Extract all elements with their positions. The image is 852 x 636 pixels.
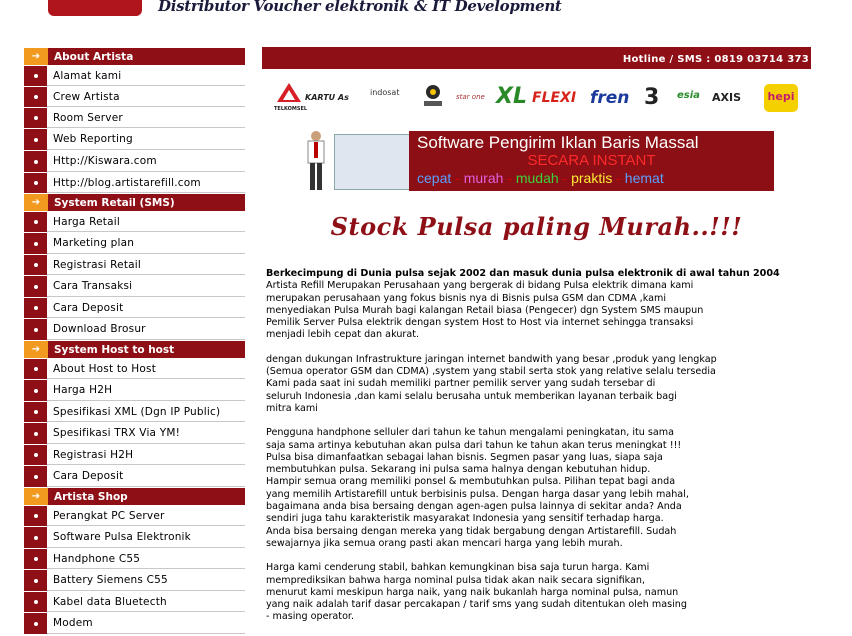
section-header-shop: [24, 488, 245, 506]
paragraph-text: Artista Refill Merupakan Perusahaan yang bergerak di bidang Pulsa elektrik dimana kami merupakan perusahaan yang fokus bisnis nya di Bisnis pulsa GSM dan CDMA ,kami menyediakan Pulsa Murah bagi kalangan Retail biasa (Pengecer) dgn System SMS maupun Pemilik Server Pulsa elektrik dengan system Host to Host via internet sehingga transaksi menjadi lebih cepat dan akurat.: [266, 280, 704, 341]
telkomsel-label: TELKOMSEL: [274, 106, 308, 112]
businessman-image: [302, 130, 330, 192]
promo-line1: Software Pengirim Iklan Baris Massal: [417, 133, 699, 152]
bullet-icon: [24, 276, 47, 297]
sidebar-link[interactable]: About Host to Host: [47, 359, 245, 379]
sidebar-link[interactable]: Http://Kiswara.com: [47, 151, 245, 172]
arrow-icon: ➔: [24, 194, 48, 211]
paragraph-text: Pengguna handphone selluler dari tahun ke tahun mengalami peningkatan, itu sama saja sama artinya kebutuhan akan pulsa dari tahun ke tahun akan terus meningkat !!! Pulsa bisa dimanfaatkan sebagai lahan bisnis. Segmen pasar yang luas, siapa saja membutuhkan pulsa. Sekarang ini pulsa sama halnya dengan kebutuhan hidup. Hampir semua orang memiliki ponsel & membutuhkan pulsa. Pilihan tepat bagi anda yang memilih Artistarefill untuk berbisinis pulsa. Dengan harga dasar yang lebih mahal, bagaimana anda bisa bersaing dengan agen-agen pulsa lainnya di sekitar anda? Anda sendiri juga tahu karakteristik masyarakat Indonesia yang sensitif terhadap harga. Anda bisa bersaing dengan mereka yang tidak bergabung dengan Artistarefill. Sudah sewajarnya jika semua orang pasti akan mencari harga yang lebih murah.: [266, 427, 689, 549]
sidebar-item-spesifikasi-xml[interactable]: [24, 402, 245, 423]
esia-logo: esia: [677, 90, 700, 101]
promo-banner[interactable]: [302, 130, 774, 192]
bullet-icon: [24, 129, 47, 150]
sidebar-link[interactable]: Modem: [47, 613, 245, 634]
xl-logo: XL: [496, 84, 527, 109]
page-headline: Stock Pulsa paling Murah..!!!: [330, 212, 743, 241]
hotline-bar: Hotline / SMS : 0819 03714 373: [262, 47, 811, 69]
sidebar-item-blog[interactable]: [24, 173, 245, 194]
sidebar-item-cara-deposit-h2h[interactable]: [24, 466, 245, 488]
bullet-icon: [24, 319, 47, 340]
im3-logo: [422, 84, 444, 110]
promo-line2: SECARA INSTANT: [527, 152, 656, 169]
promo-word: praktis: [571, 170, 613, 186]
sidebar-link[interactable]: Crew Artista: [47, 87, 245, 107]
arrow-icon: ➔: [24, 48, 48, 65]
starone-logo: star one: [456, 93, 485, 101]
bullet-icon: [24, 570, 47, 591]
section-header-retail: [24, 194, 245, 212]
sidebar-item-spesifikasi-ym[interactable]: [24, 423, 245, 445]
lead-text: Berkecimpung di Dunia pulsa sejak 2002 dan masuk dunia pulsa elektronik di awal tahun 2004: [266, 268, 780, 279]
promo-word: mudah: [515, 170, 559, 186]
bullet-icon: [24, 298, 47, 318]
paragraph-text: dengan dukungan Infrastrukture jaringan internet bandwith yang besar ,produk yang lengkap (Semua operator GSM dan CDMA) ,system yang stabil serta stok yang relative selalu tersedia Kami pada saat ini sudah memiliki partner pemilik server yang sudah tersebar di seluruh Indonesia ,dan kami selalu berusaha untuk memberikan layanan terbaik bagi mitra kami: [266, 353, 717, 414]
sidebar-item-room-server[interactable]: [24, 108, 245, 129]
sidebar-item-kabel-data[interactable]: [24, 592, 245, 613]
sidebar-link[interactable]: Spesifikasi XML (Dgn IP Public): [47, 402, 245, 422]
three-logo: 3: [644, 85, 660, 110]
sidebar-link[interactable]: Harga H2H: [47, 380, 245, 401]
promo-separator: -: [562, 170, 568, 186]
promo-word: cepat: [417, 170, 452, 186]
fren-logo: fren: [590, 88, 630, 108]
sidebar-item-battery[interactable]: [24, 570, 245, 592]
promo-word: hemat: [624, 170, 664, 186]
kartu-as-logo: KARTU As: [305, 93, 349, 102]
promo-word: murah: [463, 170, 504, 186]
sidebar-item-pc-server[interactable]: [24, 506, 245, 527]
sidebar-link[interactable]: Download Brosur: [47, 319, 245, 340]
sidebar-item-cara-transaksi[interactable]: [24, 276, 245, 298]
sidebar-item-web-reporting[interactable]: [24, 129, 245, 151]
sidebar-item-modem[interactable]: [24, 613, 245, 635]
sidebar-item-marketing[interactable]: [24, 233, 245, 255]
sidebar-link[interactable]: Cara Deposit: [47, 298, 245, 318]
sidebar-item-harga-retail[interactable]: [24, 212, 245, 233]
sidebar-link[interactable]: Software Pulsa Elektronik: [47, 527, 245, 548]
sidebar-link[interactable]: Alamat kami: [47, 66, 245, 86]
indosat-logo: indosat: [370, 88, 400, 97]
sidebar-item-download-brosur[interactable]: [24, 319, 245, 341]
section-title: About Artista: [54, 50, 134, 63]
bullet-icon: [24, 527, 47, 548]
sidebar-link[interactable]: Harga Retail: [47, 212, 245, 232]
flexi-logo: FLEXI: [532, 90, 577, 106]
bullet-icon: [24, 592, 47, 612]
sidebar-link[interactable]: Handphone C55: [47, 549, 245, 569]
paragraph-text: Harga kami cenderung stabil, bahkan kemungkinan bisa saja turun harga. Kami memprediksikan bahwa harga nominal pulsa tidak akan naik secara signifikan, menurut kami meskipun harga naik, yang naik bukanlah harga nominal pulsa, namun yang naik adalah tarif dasar percakapan / tarif sms yang sudah ditentukan oleh masing - masing operator.: [266, 562, 687, 623]
bullet-icon: [24, 173, 47, 193]
bullet-icon: [24, 108, 47, 128]
sidebar-item-registrasi-h2h[interactable]: [24, 445, 245, 466]
sidebar-link[interactable]: Web Reporting: [47, 129, 245, 150]
bullet-icon: [24, 445, 47, 465]
main-content: [266, 268, 806, 636]
bullet-icon: [24, 255, 47, 275]
header-tagline: Distributor Voucher elektronik & IT Development: [158, 0, 562, 15]
bullet-icon: [24, 233, 47, 254]
sidebar-link[interactable]: Registrasi Retail: [47, 255, 245, 275]
bullet-icon: [24, 212, 47, 232]
promo-separator: -: [455, 170, 460, 186]
operator-logos: [272, 80, 802, 120]
bullet-icon: [24, 506, 47, 526]
sidebar-menu: [24, 48, 245, 635]
bullet-icon: [24, 359, 47, 379]
section-title: Artista Shop: [54, 490, 128, 503]
bullet-icon: [24, 151, 47, 172]
sidebar-item-cara-deposit-retail[interactable]: [24, 298, 245, 319]
bullet-icon: [24, 466, 47, 487]
sidebar-item-alamat[interactable]: [24, 66, 245, 87]
bullet-icon: [24, 66, 47, 86]
bullet-icon: [24, 87, 47, 107]
sidebar-item-registrasi-retail[interactable]: [24, 255, 245, 276]
sidebar-item-handphone[interactable]: [24, 549, 245, 570]
section-title: System Host to host: [54, 343, 175, 356]
sidebar-link[interactable]: Marketing plan: [47, 233, 245, 254]
section-header-about: [24, 48, 245, 66]
sidebar-item-software-pulsa[interactable]: [24, 527, 245, 549]
sidebar-link[interactable]: Cara Transaksi: [47, 276, 245, 297]
bullet-icon: [24, 380, 47, 401]
sidebar-item-kiswara[interactable]: [24, 151, 245, 173]
software-screenshot: [334, 134, 410, 190]
hepi-logo: hepi: [764, 84, 798, 112]
artista-logo[interactable]: [48, 0, 142, 16]
sidebar-link[interactable]: Registrasi H2H: [47, 445, 245, 465]
sidebar-link[interactable]: Http://blog.artistarefill.com: [47, 173, 245, 193]
sidebar-link[interactable]: Battery Siemens C55: [47, 570, 245, 591]
sidebar-link[interactable]: Cara Deposit: [47, 466, 245, 487]
sidebar-link[interactable]: Spesifikasi TRX Via YM!: [47, 423, 245, 444]
promo-line3: [417, 170, 664, 186]
arrow-icon: ➔: [24, 488, 48, 505]
bullet-icon: [24, 549, 47, 569]
paragraph-intro: [266, 268, 806, 342]
sidebar-link[interactable]: Kabel data Bluetecth: [47, 592, 245, 612]
promo-separator: -: [616, 170, 621, 186]
section-title: System Retail (SMS): [54, 196, 175, 209]
arrow-icon: ➔: [24, 341, 48, 358]
telkomsel-logo: [276, 82, 302, 104]
promo-separator: -: [507, 170, 512, 186]
section-header-h2h: [24, 341, 245, 359]
bullet-icon: [24, 402, 47, 422]
sidebar-item-about-h2h[interactable]: [24, 359, 245, 380]
axis-logo: AXIS: [712, 91, 742, 104]
sidebar-item-harga-h2h[interactable]: [24, 380, 245, 402]
bullet-icon: [24, 423, 47, 444]
sidebar-link[interactable]: Room Server: [47, 108, 245, 128]
bullet-icon: [24, 613, 47, 634]
promo-banner-text: [409, 131, 774, 191]
sidebar-link[interactable]: Perangkat PC Server: [47, 506, 245, 526]
sidebar-item-crew[interactable]: [24, 87, 245, 108]
